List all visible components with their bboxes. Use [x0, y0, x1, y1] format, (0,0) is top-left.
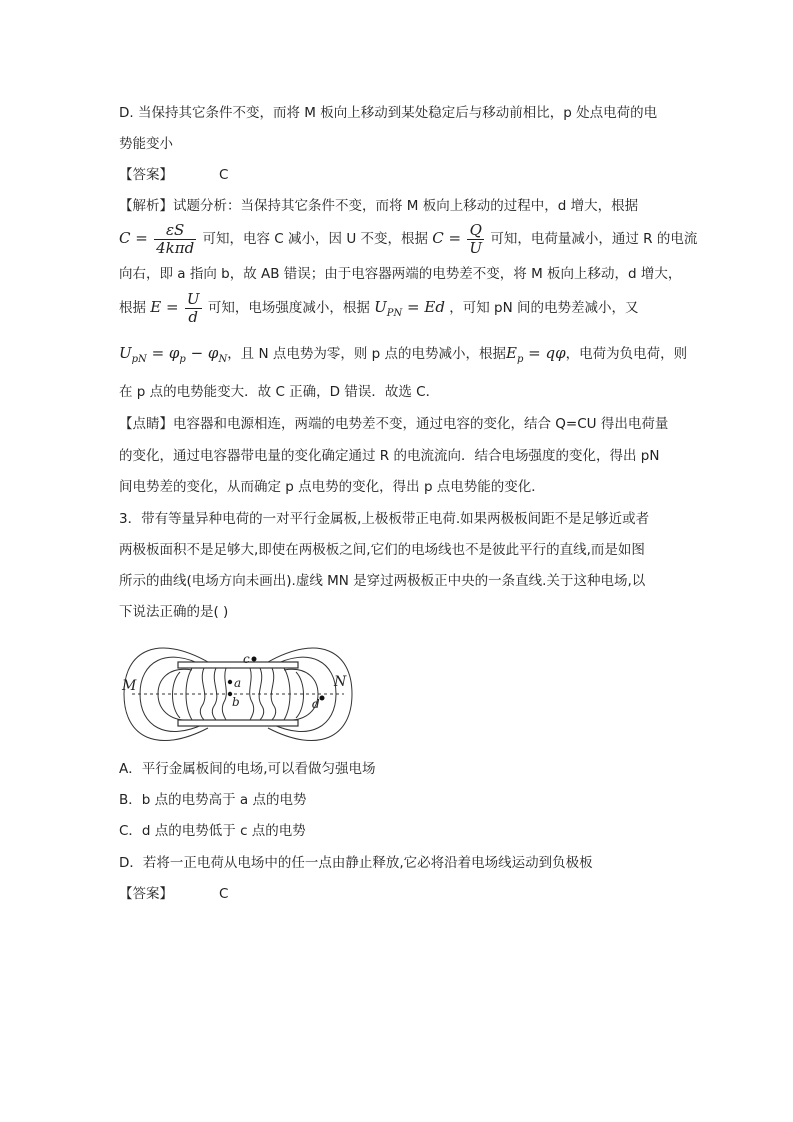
- analysis-text-4a: 根据: [119, 300, 146, 316]
- analysis-text-5a: ，且 N 点电势为零，则 p 点的电势减小，根据: [227, 346, 507, 362]
- formula-ep-e: E: [506, 344, 517, 362]
- edge-field-line-left-1: [173, 672, 181, 718]
- label-d: d: [312, 697, 320, 711]
- analysis-line3: 向右，即 a 指向 b，故 AB 错误；由于电容器两端的电势差不变，将 M 板向上移动，d 增大，: [119, 266, 682, 282]
- formula-u-sub: pN: [131, 354, 147, 365]
- analysis-line2: [119, 218, 697, 259]
- formula-upn-rest: = Ed: [402, 298, 445, 316]
- analysis-line6: 在 p 点的电势能变大．故 C 正确，D 错误．故选 C．: [119, 384, 440, 400]
- option-c: C．d 点的电势低于 c 点的电势: [119, 823, 306, 839]
- charge-numerator: Q: [467, 222, 484, 240]
- option-d: D．若将一正电荷从电场中的任一点由静止释放,它必将沿着电场线运动到负极板: [119, 855, 593, 871]
- remark-text-1: 电容器和电源相连，两端的电势差不变，通过电容的变化，结合 Q=CU 得出电荷量: [173, 416, 669, 432]
- capacitance-numerator: εS: [154, 222, 196, 240]
- formula-phi-n: − φ: [185, 344, 219, 362]
- option-b: B．b 点的电势高于 a 点的电势: [119, 792, 307, 808]
- prev-option-d-line2: 势能变小: [119, 136, 173, 152]
- question3-line4: 下说法正确的是( ): [119, 604, 229, 620]
- question3-line3: 所示的曲线(电场方向未画出).虚线 MN 是穿过两极板正中央的一条直线.关于这种电场,以: [119, 573, 646, 589]
- formula-ep-rest: = qφ: [523, 344, 566, 362]
- answer-value: C: [219, 167, 229, 183]
- question3-line1: 3．带有等量异种电荷的一对平行金属板,上极板带正电荷.如果两极板间距不是足够近或者: [119, 511, 650, 527]
- remark-line3: 间电势差的变化，从而确定 p 点电势的变化，得出 p 点电势能的变化．: [119, 479, 545, 495]
- formula-u: U: [119, 344, 132, 362]
- analysis-text-2b: 可知，电荷量减小，通过 R 的电流: [490, 231, 698, 247]
- inner-field-line-left: [158, 669, 192, 720]
- capacitance-denominator: 4kπd: [156, 238, 195, 257]
- capacitance-symbol: C =: [119, 229, 148, 247]
- upper-plate: [178, 662, 298, 668]
- label-a: a: [234, 676, 242, 690]
- edge-field-line-right-1: [296, 672, 304, 718]
- prev-option-d-line1: D. 当保持其它条件不变，而将 M 板向上移动到某处稳定后与移动前相比，p 处点电荷的电: [119, 105, 658, 121]
- answer-row-2: [119, 884, 228, 904]
- formula-phi-p: = φ: [146, 344, 180, 362]
- remark-label: 【点睛】: [119, 416, 173, 432]
- label-n: N: [334, 674, 347, 690]
- answer-label: 【答案】: [119, 167, 173, 183]
- remark-line2: 的变化，通过电容器带电量的变化确定通过 R 的电流流向．结合电场强度的变化，得出 pN: [119, 448, 660, 464]
- formula-upn-u: U: [374, 298, 387, 316]
- option-a: A．平行金属板间的电场,可以看做匀强电场: [119, 761, 376, 777]
- analysis-text-1: 试题分析：当保持其它条件不变，而将 M 板向上移动的过程中，d 增大，根据: [173, 198, 639, 214]
- answer-row-1: [119, 165, 228, 185]
- capacitance-fraction: [154, 222, 196, 257]
- lower-plate: [178, 720, 298, 726]
- label-c: c: [243, 652, 250, 666]
- analysis-text-5b: ，电荷为负电荷，则: [565, 346, 688, 362]
- field-numerator: U: [186, 289, 200, 308]
- capacitance-symbol-2: C =: [432, 229, 462, 247]
- point-a: [228, 680, 232, 684]
- point-d: [320, 696, 325, 701]
- point-c: [252, 657, 257, 662]
- analysis-line1: [119, 196, 638, 216]
- charge-denominator: U: [469, 238, 483, 257]
- field-fraction: [185, 291, 202, 326]
- formula-ep: [506, 344, 566, 365]
- formula-upn-sub: PN: [386, 308, 403, 319]
- remark-line1: [119, 414, 668, 434]
- question3-line2: 两极板面积不是足够大,即使在两极板之间,它们的电场线也不是彼此平行的直线,而是如图: [119, 542, 645, 558]
- analysis-line4: [119, 287, 639, 334]
- analysis-text-2a: 可知，电容 C 减小，因 U 不变，根据: [202, 231, 428, 247]
- answer-value-2: C: [219, 886, 229, 902]
- formula-phi-n-sub: N: [218, 354, 228, 365]
- field-denominator: d: [188, 307, 199, 326]
- answer-label-2: 【答案】: [119, 886, 173, 902]
- electric-field-figure: [118, 632, 358, 760]
- analysis-line5: [119, 343, 687, 370]
- label-m: M: [122, 678, 137, 694]
- charge-fraction: [467, 222, 484, 257]
- formula-upn: [374, 298, 445, 319]
- inner-field-line-right: [284, 669, 318, 720]
- field-symbol: E =: [150, 298, 179, 316]
- analysis-text-4b: 可知，电场强度减小，根据: [207, 300, 370, 316]
- formula-potential-diff: [119, 344, 228, 365]
- formula-phi-p-sub: p: [179, 354, 186, 365]
- formula-ep-sub: p: [516, 354, 524, 365]
- analysis-text-4c: ，可知 pN 间的电势差减小，又: [449, 300, 639, 316]
- analysis-label: 【解析】: [119, 198, 173, 214]
- label-b: b: [232, 695, 240, 709]
